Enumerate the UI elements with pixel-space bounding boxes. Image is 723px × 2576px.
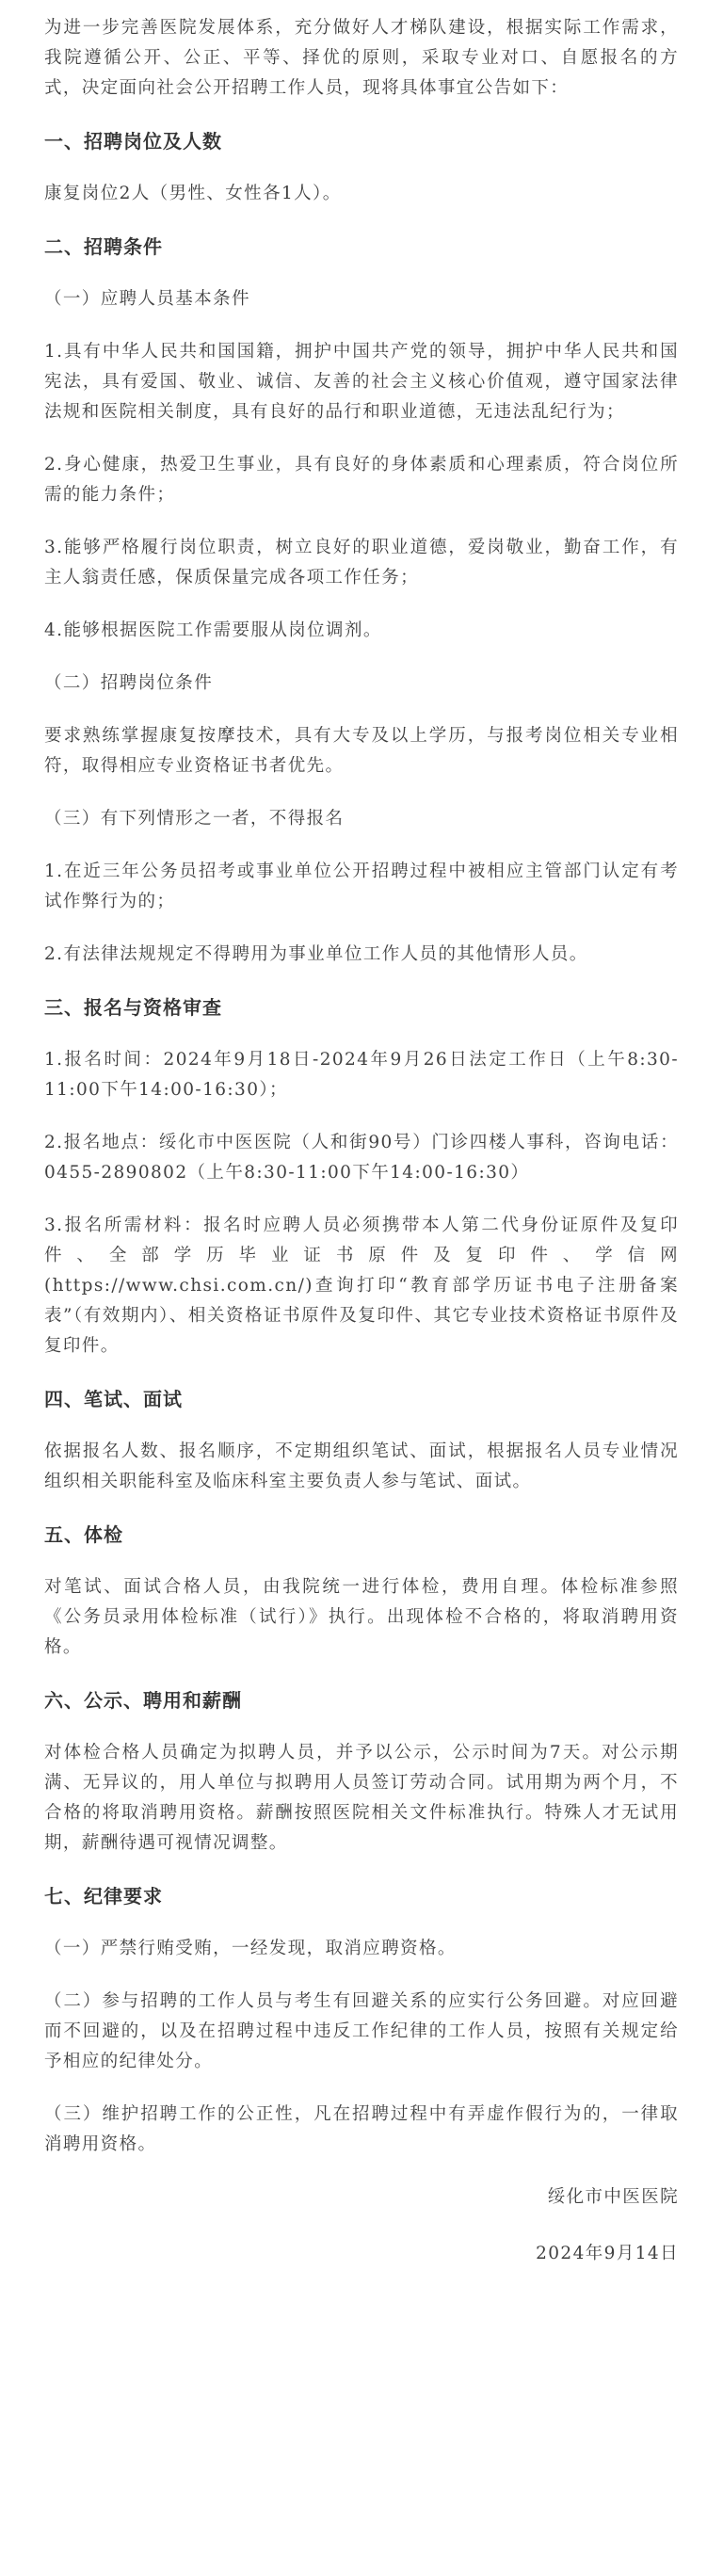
exclusion-item: 1.在近三年公务员招考或事业单位公开招聘过程中被相应主管部门认定有考试作弊行为的； bbox=[44, 861, 679, 911]
section-heading-publicity: 六、公示、聘用和薪酬 bbox=[44, 1689, 242, 1712]
subheading-basic-conditions: （一）应聘人员基本条件 bbox=[44, 289, 250, 309]
publicity-text: 对体检合格人员确定为拟聘人员，并予以公示，公示时间为7天。对公示期满、无异议的，用人单位与拟聘用人员签订劳动合同。试用期为两个月，不合格的将取消聘用资格。薪酬按照医院相关文件标准执行。特殊人才无试用期，薪酬待遇可视情况调整。 bbox=[44, 1743, 679, 1853]
intro-paragraph: 为进一步完善医院发展体系，充分做好人才梯队建设，根据实际工作需求，我院遵循公开、公正、平等、择优的原则，采取专业对口、自愿报名的方式，决定面向社会公开招聘工作人员，现将具体事宜公告如下： bbox=[44, 18, 679, 98]
medical-exam-text: 对笔试、面试合格人员，由我院统一进行体检，费用自理。体检标准参照《公务员录用体检标准（试行）》执行。出现体检不合格的，将取消聘用资格。 bbox=[44, 1577, 679, 1657]
positions-text: 康复岗位2人（男性、女性各1人）。 bbox=[44, 184, 342, 203]
exclusion-item: 2.有法律法规规定不得聘用为事业单位工作人员的其他情形人员。 bbox=[44, 944, 588, 964]
section-heading-registration: 三、报名与资格审查 bbox=[44, 996, 222, 1019]
exam-text: 依据报名人数、报名顺序，不定期组织笔试、面试，根据报名人员专业情况组织相关职能科室及临床科室主要负责人参与笔试、面试。 bbox=[44, 1441, 679, 1491]
section-heading-conditions: 二、招聘条件 bbox=[44, 235, 163, 258]
subheading-exclusions: （三）有下列情形之一者，不得报名 bbox=[44, 809, 345, 829]
announcement-document bbox=[0, 13, 723, 2269]
registration-materials: 3.报名所需材料：报名时应聘人员必须携带本人第二代身份证原件及复印件、全部学历毕业证书原件及复印件、学信网(https://www.chsi.com.cn/)查询打印“教育部学历证书电子注册备案表”（有效期内）、相关资格证书原件及复印件、其它专业技术资格证书原件及复印件。 bbox=[44, 1216, 679, 1356]
registration-location: 2.报名地点：绥化市中医医院（人和街90号）门诊四楼人事科，咨询电话：0455-2890802（上午8:30-11:00下午14:00-16:30） bbox=[44, 1133, 679, 1183]
position-requirement: 要求熟练掌握康复按摩技术，具有大专及以上学历，与报考岗位相关专业相符，取得相应专业资格证书者优先。 bbox=[44, 726, 679, 776]
registration-time: 1.报名时间：2024年9月18日-2024年9月26日法定工作日（上午8:30-11:00下午14:00-16:30）； bbox=[44, 1050, 679, 1100]
discipline-item: （一）严禁行贿受贿，一经发现，取消应聘资格。 bbox=[44, 1939, 457, 1958]
condition-item: 2.身心健康，热爱卫生事业，具有良好的身体素质和心理素质，符合岗位所需的能力条件； bbox=[44, 455, 679, 505]
section-heading-medical-exam: 五、体检 bbox=[44, 1523, 123, 1546]
condition-item: 4.能够根据医院工作需要服从岗位调剂。 bbox=[44, 620, 382, 640]
section-heading-discipline: 七、纪律要求 bbox=[44, 1885, 163, 1908]
section-heading-exam: 四、笔试、面试 bbox=[44, 1388, 183, 1410]
discipline-item: （二）参与招聘的工作人员与考生有回避关系的应实行公务回避。对应回避而不回避的，以及在招聘过程中违反工作纪律的工作人员，按照有关规定给予相应的纪律处分。 bbox=[44, 1991, 679, 2071]
subheading-position-conditions: （二）招聘岗位条件 bbox=[44, 673, 214, 693]
condition-item: 1.具有中华人民共和国国籍，拥护中国共产党的领导，拥护中华人民共和国宪法，具有爱国、敬业、诚信、友善的社会主义核心价值观，遵守国家法律法规和医院相关制度，具有良好的品行和职业道德，无违法乱纪行为； bbox=[44, 342, 679, 422]
signature-organization: 绥化市中医医院 bbox=[547, 2187, 679, 2207]
condition-item: 3.能够严格履行岗位职责，树立良好的职业道德，爱岗敬业，勤奋工作，有主人翁责任感，保质保量完成各项工作任务； bbox=[44, 538, 679, 588]
section-heading-positions: 一、招聘岗位及人数 bbox=[44, 130, 222, 153]
discipline-item: （三）维护招聘工作的公正性，凡在招聘过程中有弄虚作假行为的，一律取消聘用资格。 bbox=[44, 2104, 679, 2154]
signature-date: 2024年9月14日 bbox=[536, 2244, 679, 2263]
